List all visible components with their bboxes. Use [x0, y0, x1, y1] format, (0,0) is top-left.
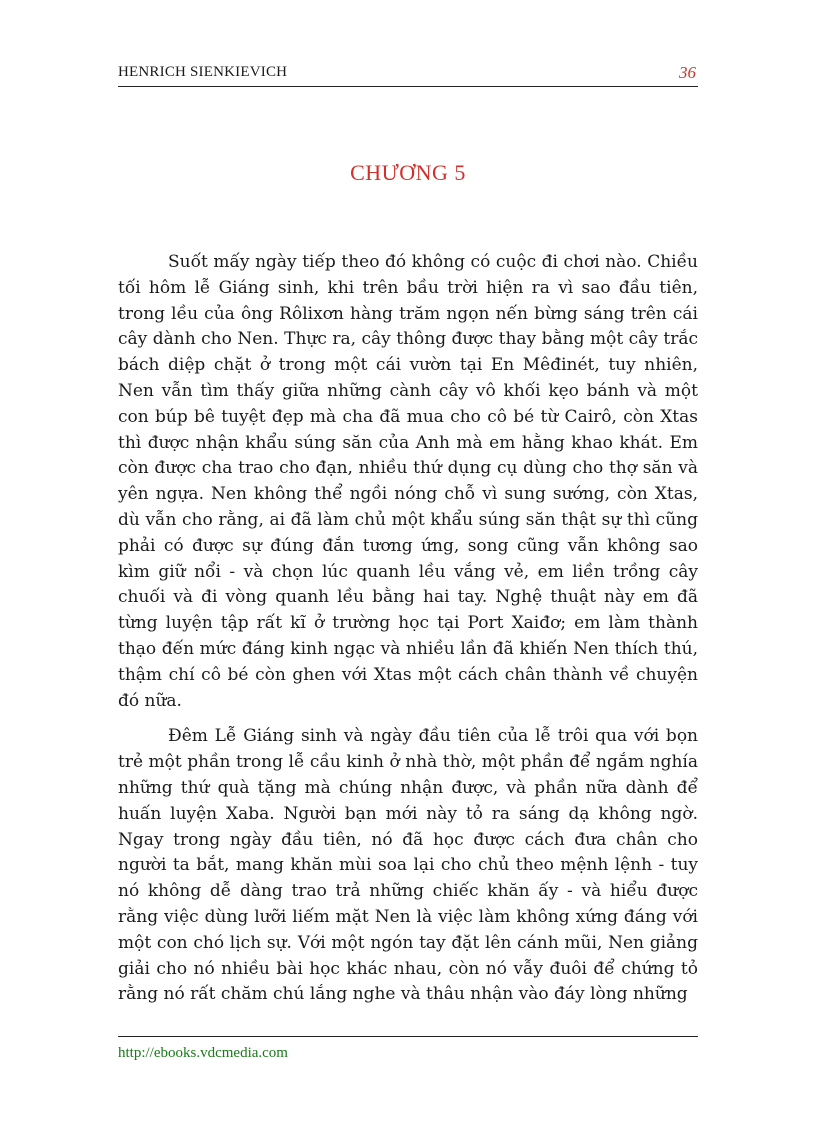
paragraph: Suốt mấy ngày tiếp theo đó không có cuộc đi chơi nào. Chiều tối hôm lễ Giáng sinh, khi trên bầu trời hiện ra vì sao đầu tiên, trong lều của ông Rôlixơn hàng trăm ngọn nến bừng sáng trên cái cây dành cho Nen. Thực ra, cây thông được thay bằng một cây trắc bách diệp chặt ở trong một cái vườn tại En Mêđinét, tuy nhiên, Nen vẫn tìm thấy giữa những cành cây vô khối kẹo bánh và một con búp bê tuyệt đẹp mà cha đã mua cho cô bé từ Cairô, còn Xtas thì được nhận khẩu súng săn của Anh mà em hằng khao khát. Em còn được cha trao cho đạn, nhiều thứ dụng cụ dùng cho thợ săn và yên ngựa. Nen không thể ngồi nóng chỗ vì sung sướng, còn Xtas, dù vẫn cho rằng, ai đã làm chủ một khẩu súng săn thật sự thì cũng phải có được sự đúng đắn tương ứng, song cũng vẫn không sao kìm giữ nổi - và chọn lúc quanh lều vắng vẻ, em liền trồng cây chuối và đi vòng quanh lều bằng hai tay. Nghệ thuật này em đã từng luyện tập rất kĩ ở trường học tại Port Xaiđơ; em làm thành thạo đến mức đáng kinh ngạc và nhiều lần đã khiến Nen thích thú, thậm chí cô bé còn ghen với Xtas một cách chân thành về chuyện đó nữa.	[118, 252, 698, 711]
page-number: 36	[679, 63, 696, 82]
page-header	[118, 62, 698, 87]
page-footer	[118, 1036, 698, 1061]
author-name: HENRICH SIENKIEVICH	[118, 64, 288, 80]
body-text	[118, 250, 698, 1018]
footer-link[interactable]: http://ebooks.vdcmedia.com	[118, 1045, 288, 1061]
paragraph: Đêm Lễ Giáng sinh và ngày đầu tiên của lễ trôi qua với bọn trẻ một phần trong lễ cầu kinh ở nhà thờ, một phần để ngắm nghía những thứ quà tặng mà chúng nhận được, và phần nữa dành để huấn luyện Xaba. Người bạn mới này tỏ ra sáng dạ không ngờ. Ngay trong ngày đầu tiên, nó đã học được cách đưa chân cho người ta bắt, mang khăn mùi soa lại cho chủ theo mệnh lệnh - tuy nó không dễ dàng trao trả những chiếc khăn ấy - và hiểu được rằng việc dùng lưỡi liếm mặt Nen là việc làm không xứng đáng với một con chó lịch sự. Với một ngón tay đặt lên cánh mũi, Nen giảng giải cho nó nhiều bài học khác nhau, còn nó vẫy đuôi để chứng tỏ rằng nó rất chăm chú lắng nghe và thâu nhận vào đáy lòng những	[118, 726, 698, 1005]
chapter-title: CHƯƠNG 5	[350, 160, 466, 185]
